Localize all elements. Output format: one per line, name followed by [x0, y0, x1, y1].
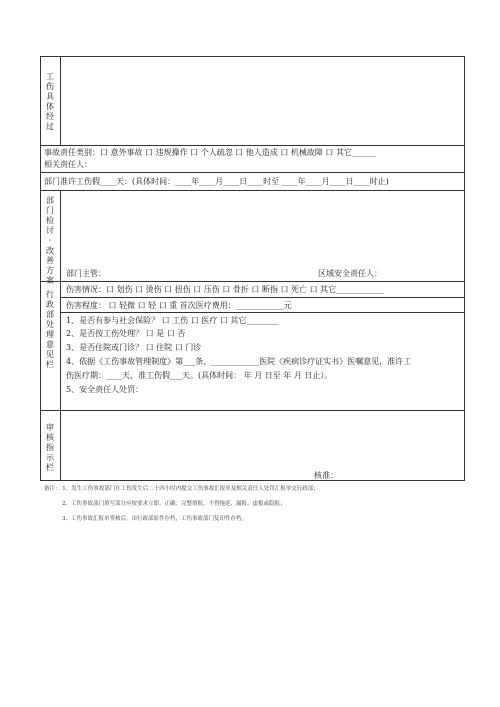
injury-status: 伤害情况：口 划伤 口 烫伤 口 扭伤 口 压伤 口 骨折 口 断指 口 死亡 口 其它____________: [66, 285, 385, 294]
rule-3: [40, 190, 465, 191]
audit-instruction-label: 审核指示栏: [46, 423, 54, 472]
question-medical-period-b: 伤医疗期：____天，准工伤假___天。(具体时间： 年 月 日至 年 月 日止）。: [66, 371, 333, 380]
question-penalty: 5、安全责任人处罚：: [66, 385, 144, 394]
area-safety-manager-signature: 区域安全责任人：: [318, 269, 382, 278]
label-column-divider-2: [60, 190, 61, 281]
admin-opinion-label: 行政部处理意见栏: [46, 290, 54, 369]
dept-review-label: 部门检讨·改善方案: [46, 196, 54, 285]
injury-level: 伤害程度： 口 轻微 口 轻 口 重 首次医疗费用：____________元: [66, 301, 292, 310]
rule-1: [40, 145, 465, 146]
rule-admin-2: [60, 312, 465, 313]
question-hospital-or-clinic: 3、是否住院或门诊？ 口 住院 口 门诊: [66, 343, 202, 352]
label-column-divider-4: [60, 410, 61, 481]
question-social-insurance: 1、是否有参与社会保险？ 口 工伤 口 医疗 口 其它________: [66, 316, 279, 325]
question-medical-period-a: 4、依据《工伤事故管理制度》第___条、____________医院《疾病诊疗证实书》医嘱意见，准许工: [66, 357, 412, 366]
note-3: 3、工伤事故汇报单签核后，由行政部原件存档，工伤事故部门复印件存档。: [62, 516, 248, 522]
responsible-person: 相关责任人：: [44, 160, 92, 169]
rule-admin-1: [60, 297, 465, 298]
dept-supervisor-signature: 部门主管：: [66, 269, 106, 278]
label-column-divider-1: [60, 56, 61, 145]
accident-process-label: 工伤具体经过: [46, 72, 54, 131]
rule-2: [40, 172, 465, 173]
approval-signature: 核准：: [314, 471, 338, 480]
note-1: 备注： 1、发生工伤事故部门在工伤发生后二十四小时内提交工伤事故汇报单及相关责任人处罚汇报单交行政部；: [44, 486, 319, 492]
rule-5: [40, 410, 465, 411]
responsibility-category: 事故责任类别：口 意外事故 口 违规操作 口 个人疏忽 口 他人造成 口 机械故障 口 其它______: [44, 148, 376, 157]
question-work-injury-handling: 2、是否按工伤处理？ 口 是 口 否: [66, 329, 186, 338]
dept-approved-leave: 部门准许工伤假____天：(具体时间：____年____月____日____时至 ____年____月____日____时止): [44, 177, 389, 186]
note-2: 2、工伤事故部门填写部分应按要求立即、正确、完整填报，不得拖延、漏报、虚报或隐报；: [62, 501, 286, 507]
rule-4: [40, 281, 465, 282]
label-column-divider-3: [60, 281, 61, 410]
